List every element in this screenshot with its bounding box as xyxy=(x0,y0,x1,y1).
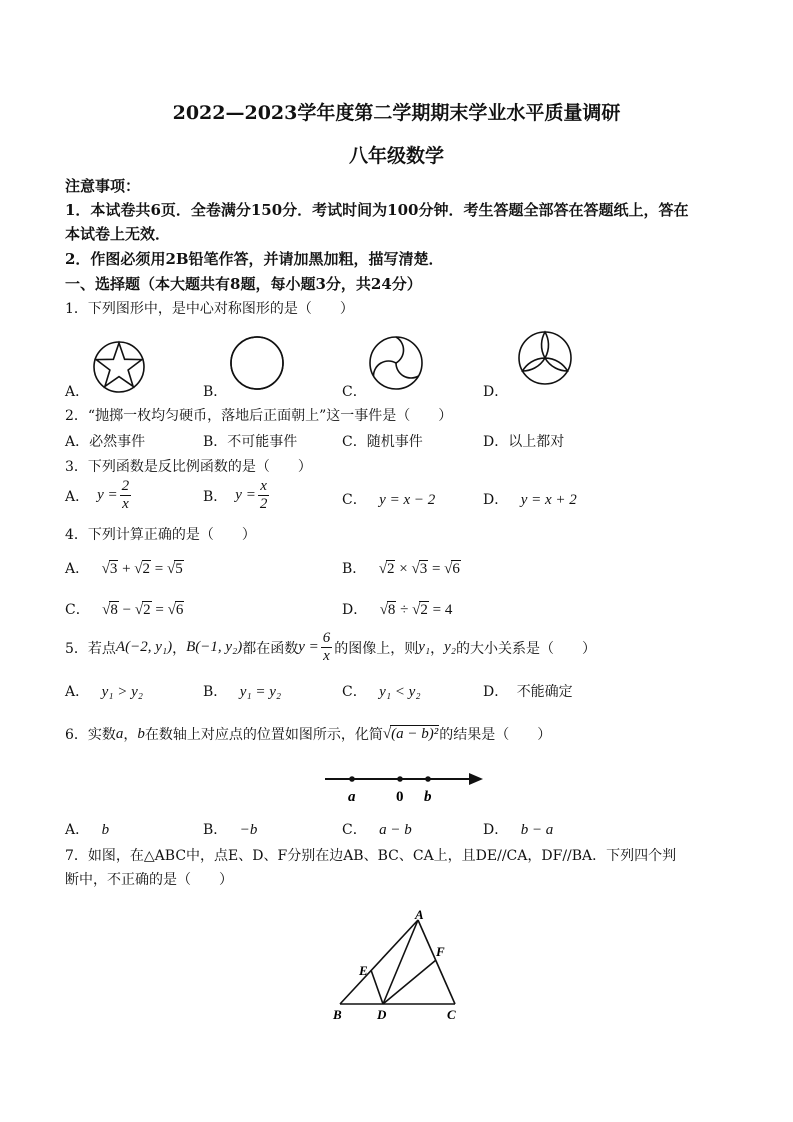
q6-c-expr: a − b xyxy=(379,822,412,838)
q4-b-r1: 2 xyxy=(386,561,395,577)
q6-label-b: B． xyxy=(203,822,228,838)
q5-a-expr: y₁ > y₂ xyxy=(101,684,143,700)
q4-b-r3: 6 xyxy=(452,561,460,577)
q6-option-c xyxy=(342,819,412,839)
q3-a-den: x xyxy=(122,496,129,512)
q4-c-r1: 8 xyxy=(110,602,118,618)
q7-label-b: B xyxy=(333,1007,342,1022)
q4-c-op: − xyxy=(122,602,132,618)
notes-item-2: 2．作图必须用2B铅笔作答，并请加黑加粗，描写清楚． xyxy=(65,250,444,268)
exam-subtitle: 八年级数学 xyxy=(348,145,444,167)
q4-option-a: A． √3 + √2 = √5 xyxy=(65,561,183,577)
q3-b-num: x xyxy=(260,478,267,494)
q1-label-d: D． xyxy=(483,384,509,400)
q6-label-d: D． xyxy=(483,822,509,838)
q3-c-expr: y = x − 2 xyxy=(379,492,436,508)
q1-figure-d-arc-triangle-icon xyxy=(517,330,573,386)
q3-stem: 3．下列函数是反比例函数的是（ ） xyxy=(65,459,312,475)
q2-option-d: D．以上都对 xyxy=(483,434,565,450)
q4-option-b: B． √2 × √3 = √6 xyxy=(342,561,460,577)
q4-stem: 4．下列计算正确的是（ ） xyxy=(65,527,256,543)
q4-label-c: C． xyxy=(65,602,90,618)
q4-option-c: C． √8 − √2 = √6 xyxy=(65,602,184,618)
q7-label-f: F xyxy=(436,944,445,959)
q4-c-eq: = xyxy=(155,602,164,618)
q4-b-r2: 3 xyxy=(419,561,428,577)
q5-func-lhs: y = xyxy=(298,639,319,655)
q5-stem-b: 都在函数 xyxy=(242,640,299,657)
q1-label-c: C． xyxy=(342,384,367,400)
q7-label-c: C xyxy=(447,1007,456,1022)
q3-a-lhs: y = xyxy=(97,487,118,503)
q5-option-b xyxy=(203,681,281,701)
q5-v1: y₁ xyxy=(418,639,431,655)
q3-option-b xyxy=(203,478,271,513)
q5-stem-d: 的大小关系是（ ） xyxy=(456,640,597,657)
q6-b-expr: −b xyxy=(239,822,258,838)
q5-option-c xyxy=(342,681,421,701)
q5-label-a: A． xyxy=(65,684,90,700)
q3-option-a xyxy=(65,478,133,513)
q6-var-b: b xyxy=(137,725,145,742)
q6-stem: 6．实数 a ， b 在数轴上对应点的位置如图所示，化简 √(a − b)² 的结果是（ ） xyxy=(65,725,552,743)
q5-stem xyxy=(65,630,596,665)
q5-label-c: C． xyxy=(342,684,367,700)
q6-option-b xyxy=(203,819,257,839)
q1-figure-a-star-icon xyxy=(92,340,146,394)
q3-label-a: A． xyxy=(65,488,90,505)
q4-a-r2: 2 xyxy=(142,561,151,577)
q4-a-eq: = xyxy=(154,561,164,577)
q7-label-e: E xyxy=(359,963,368,978)
q4-a-r1: 3 xyxy=(109,561,118,577)
q5-stem-c: 的图像上，则 xyxy=(334,640,419,657)
q3-b-fraction xyxy=(258,478,270,513)
q4-label-a: A． xyxy=(65,561,90,577)
q1-figure-c-three-arc-icon xyxy=(367,334,425,392)
exam-title: 2022—2023学年度第二学期期末学业水平质量调研 xyxy=(172,102,621,124)
q4-b-op: × xyxy=(399,561,408,577)
q1-label-b: B． xyxy=(203,384,228,400)
q7-label-a: A xyxy=(415,907,424,922)
q6-stem-d: 的结果是（ ） xyxy=(439,727,552,743)
notes-item-1-line-2: 本试卷上无效． xyxy=(65,225,171,243)
q3-d-expr: y = x + 2 xyxy=(520,492,577,508)
q5-label-b: B． xyxy=(203,684,228,700)
q4-d-op: ÷ xyxy=(400,602,409,618)
q4-d-eq: = 4 xyxy=(432,602,453,618)
q4-c-r2: 2 xyxy=(143,602,151,618)
q5-option-a xyxy=(65,681,143,701)
q1-label-a: A． xyxy=(65,384,90,400)
q6-axis-label-a: a xyxy=(348,789,356,805)
q5-sep2: ， xyxy=(430,640,445,657)
q6-number-line xyxy=(320,766,490,806)
q4-a-op: + xyxy=(122,561,131,577)
q7-label-d: D xyxy=(377,1007,387,1022)
notes-item-1-line-1: 1．本试卷共6页．全卷满分150分．考试时间为100分钟．考生答题全部答在答题纸上，答在 xyxy=(65,201,689,219)
q5-point-b: B(−1, y₂) xyxy=(186,639,243,655)
q1-stem: 1．下列图形中，是中心对称图形的是（ ） xyxy=(65,301,354,317)
q4-d-r2: 2 xyxy=(420,602,428,618)
q7-triangle-figure xyxy=(330,906,470,1026)
q5-option-d xyxy=(483,681,573,701)
q6-radical: (a − b)² xyxy=(391,725,439,742)
q6-stem-b: ， xyxy=(123,727,138,743)
q5-b-expr: y₁ = y₂ xyxy=(239,684,282,700)
q6-stem-c: 在数轴上对应点的位置如图所示，化简 xyxy=(144,727,383,743)
q5-d-text: 不能确定 xyxy=(516,684,573,700)
q6-label-a: A． xyxy=(65,822,90,838)
q3-label-d: D． xyxy=(483,492,509,508)
notes-heading: 注意事项： xyxy=(65,177,141,195)
q5-v2: y₂ xyxy=(444,639,457,655)
q7-stem-line-1: 7．如图，在△ABC中，点E、D、F分别在边AB、BC、CA上，且DE//CA，DF//BA．下列四个判 xyxy=(65,848,677,864)
q3-a-num: 2 xyxy=(121,478,130,494)
q6-label-c: C． xyxy=(342,822,367,838)
q4-b-eq: = xyxy=(431,561,441,577)
q3-a-fraction xyxy=(120,478,132,513)
q6-option-a xyxy=(65,819,109,839)
q2-stem: 2．“抛掷一枚均匀硬币，落地后正面朝上”这一事件是（ ） xyxy=(65,408,453,424)
q6-var-a: a xyxy=(115,725,124,742)
q3-label-c: C． xyxy=(342,492,367,508)
section-heading: 一、选择题（本大题共有8题，每小题3分，共24分） xyxy=(65,275,422,293)
q4-c-r3: 6 xyxy=(175,602,184,618)
q4-a-r3: 5 xyxy=(175,561,183,577)
q4-label-d: D． xyxy=(342,602,368,618)
q5-func-fraction xyxy=(321,630,333,665)
q7-stem-line-2: 断中，不正确的是（ ） xyxy=(65,872,233,888)
q6-stem-a: 6．实数 xyxy=(65,727,116,743)
q2-option-a: A．必然事件 xyxy=(65,434,146,450)
q4-d-r1: 8 xyxy=(387,602,396,618)
q5-stem-a: 5．若点 xyxy=(65,640,116,657)
q5-point-a: A(−2, y₁) xyxy=(115,639,173,655)
q5-label-d: D． xyxy=(483,684,509,700)
q6-axis-label-b: b xyxy=(424,789,432,805)
q6-axis-label-zero: 0 xyxy=(396,789,404,805)
q5-sep: ， xyxy=(172,640,187,657)
q6-a-expr: b xyxy=(101,822,110,838)
q2-option-b: B．不可能事件 xyxy=(203,434,298,450)
q5-c-expr: y₁ < y₂ xyxy=(379,684,421,700)
q3-b-lhs: y = xyxy=(235,487,256,503)
q6-option-d xyxy=(483,819,553,839)
q3-option-d xyxy=(483,489,577,509)
q5-func-num: 6 xyxy=(322,630,331,646)
q6-d-expr: b − a xyxy=(520,822,554,838)
q4-option-d: D． √8 ÷ √2 = 4 xyxy=(342,602,453,618)
q3-b-den: 2 xyxy=(259,496,268,512)
q3-option-c xyxy=(342,489,435,509)
q5-func-den: x xyxy=(323,648,330,664)
q3-label-b: B． xyxy=(203,488,228,505)
q2-option-c: C．随机事件 xyxy=(342,434,423,450)
q1-figure-b-arc-square-icon xyxy=(229,335,285,391)
q4-label-b: B． xyxy=(342,561,367,577)
